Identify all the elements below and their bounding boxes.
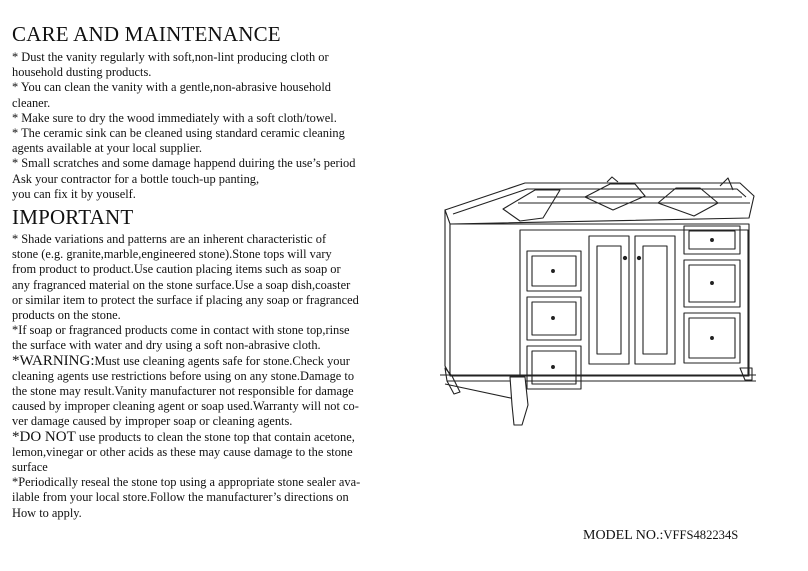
care-line: * Small scratches and some damage happend duiring the use’s period (12, 156, 356, 171)
leg-left-front (510, 377, 528, 425)
cabinet-side-panel (445, 210, 450, 375)
warning-text: Must use cleaning agents safe for stone.Check your (94, 353, 350, 368)
care-line: cleaner. (12, 95, 51, 110)
door-knob (637, 256, 640, 259)
base-apron (445, 384, 520, 400)
care-line: Ask your contractor for a bottle touch-up panting, (12, 171, 260, 186)
donot-line: lemon,vinegar or other acids as these may cause damage to the stone (12, 444, 353, 459)
drawer-knob (711, 282, 714, 285)
warning-line: caused by improper cleaning agent or soap used.Warranty will not co- (12, 399, 359, 414)
warning-line: the stone may result.Vanity manufacturer not responsible for damage (12, 384, 354, 399)
model-number (583, 528, 738, 544)
care-line: * You can clean the vanity with a gentle,non-abrasive household (12, 80, 331, 95)
drawer-knob (552, 366, 555, 369)
warning-label: *WARNING: (12, 352, 95, 369)
cabinet-front (450, 224, 749, 376)
door-knob (623, 256, 626, 259)
important-line: stone (e.g. granite,marble,engineered stone).Stone tops will vary (12, 247, 332, 262)
important-title: IMPORTANT (12, 205, 134, 229)
care-line: * Dust the vanity regularly with soft,non-lint producing cloth or (12, 50, 329, 64)
drawer-knob (552, 270, 555, 273)
care-line: * Make sure to dry the wood immediately with a soft cloth/towel. (12, 110, 337, 125)
warning-line: cleaning agents use restrictions before using on any stone.Damage to (12, 368, 355, 383)
drawer-knob (711, 239, 714, 242)
important-line: or similar item to protect the surface if placing any soap or fragranced (12, 292, 359, 307)
donot-text: use products to clean the stone top that contain acetone, (75, 429, 355, 444)
model-value: VFFS482234S (663, 528, 739, 542)
warning-line: ver damage caused by improper soap or cleaning agents. (12, 414, 293, 429)
care-line: * The ceramic sink can be cleaned using standard ceramic cleaning (12, 126, 345, 141)
care-line: you can fix it by youself. (12, 186, 136, 201)
corner-bracket (607, 177, 618, 182)
reseal-line: *Periodically reseal the stone top using a appropriate stone sealer ava- (12, 475, 361, 490)
donot-line: surface (12, 460, 48, 475)
donot-label: *DO NOT (12, 428, 76, 445)
drawer-knob (711, 337, 714, 340)
reseal-line: How to apply. (12, 505, 82, 520)
important-line: any fragranced material on the stone surface.Use a soap dish,coaster (12, 277, 351, 292)
care-title: CARE AND MAINTENANCE (12, 22, 281, 46)
care-line: household dusting products. (12, 65, 152, 80)
reseal-line: ilable from your local store.Follow the manufacturer’s directions on (12, 490, 349, 505)
important-line: *If soap or fragranced products come in contact with stone top,rinse (12, 323, 350, 338)
drawer-knob (552, 317, 555, 320)
important-line: from product to product.Use caution placing items such as soap or (12, 262, 341, 277)
model-label: MODEL NO.: (583, 528, 664, 543)
important-line: products on the stone. (12, 308, 121, 323)
important-line: the surface with water and dry using a soft non-abrasive cloth. (12, 338, 321, 353)
important-line: * Shade variations and patterns are an inherent characteristic of (12, 232, 327, 246)
care-line: agents available at your local supplier. (12, 141, 202, 156)
